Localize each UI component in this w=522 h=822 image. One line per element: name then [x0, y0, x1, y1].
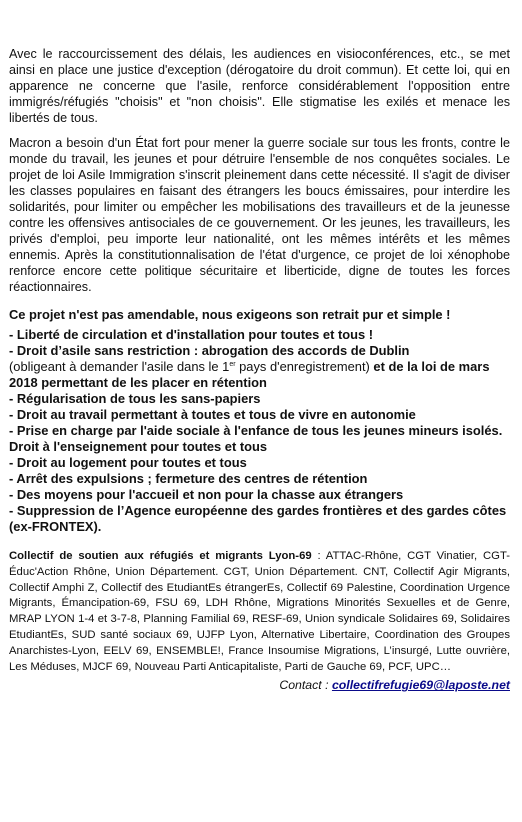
demands-list	[9, 327, 510, 535]
demand-asylum-law: et de la loi de mars 2018 permettant de les placer en rétention	[9, 359, 490, 390]
signatories	[9, 549, 510, 675]
demand-item: - Régularisation de tous les sans-papiers	[9, 391, 261, 406]
collective-name: Collectif de soutien aux réfugiés et migrants Lyon-69	[9, 550, 312, 562]
contact-line	[9, 677, 510, 693]
demand-item: - Droit au travail permettant à toutes et tous de vivre en autonomie	[9, 407, 416, 422]
demand-asylum-bold: - Droit d’asile sans restriction : abrogation des accords de Dublin	[9, 343, 410, 358]
paragraph-justice: Avec le raccourcissement des délais, les audiences en visioconférences, etc., se met ainsi en place une justice d'exception (dérogatoire du droit commun). Et cette loi, qui en apparence ne concerne que l'asile, renforce considérablement l'opposition entre immigrés/réfugiés "choisis" et "non choisis". Elle stigmatise les exilés et menace les libertés de tous.	[9, 47, 510, 125]
demand-item: - Droit au logement pour toutes et tous	[9, 455, 247, 470]
demand-item: - Prise en charge par l'aide sociale à l'enfance de tous les jeunes mineurs isolés. Droit à l'enseignement pour toutes et tous	[9, 423, 503, 454]
demand-item: - Des moyens pour l'accueil et non pour la chasse aux étrangers	[9, 487, 404, 502]
demand-item: - Suppression de l’Agence européenne des gardes frontières et des gardes côtes (ex-FRONTEX).	[9, 503, 507, 534]
headline-demand: Ce projet n'est pas amendable, nous exigeons son retrait pur et simple !	[9, 307, 451, 322]
paragraph-macron: Macron a besoin d'un État fort pour mener la guerre sociale sur tous les fronts, contre le monde du travail, les jeunes et pour détruire l'ensemble de nos conquêtes sociales. Le projet de loi Asile Immigration s'inscrit pleinement dans cette nécessité. Il s'agit de diviser les classes populaires en faisant des étrangers les boucs émissaires, pour interdire les solidarités, pour limiter ou empêcher les mobilisations des travailleurs et de la jeunesse contre les offensives antisociales de ce gouvernement. Or les jeunes, les travailleurs, les privés d'emploi, peu importe leur nationalité, ont les mêmes intérêts et les mêmes ennemis. Après la constitutionnalisation de l'état d'urgence, ce projet de loi xénophobe renforce encore cette politique sécuritaire et liberticide, digne de toutes les forces réactionnaires.	[9, 136, 510, 294]
signatory-list: : ATTAC-Rhône, CGT Vinatier, CGT-Éduc'Action Rhône, Union Département. CGT, Union Département. CNT, Collectif Agir Migrants, Collectif Amphi Z, Collectif des EtudiantEs étrangerEs, Collectif 69 Palestine, Coordination Urgence Migrants, Émancipation-69, FSU 69, LDH Rhône, Migrations Minorités Sexuelles et de Genre, MRAP LYON 1-4 et 3-7-8, Planning Familial 69, RESF-69, Union syndicale Solidaires 69, Solidaires EtudiantEs, SUD santé sociaux 69, UJFP Lyon, Alternative Libertaire, Coordination des Groupes Anarchistes-Lyon, EELV 69, ENSEMBLE!, France Insoumise Migrations, L’insurgé, Lutte ouvrière, Les Méduses, MJCF 69, Nouveau Parti Anticapitaliste, Parti de Gauche 69, PCF, UPC…	[9, 550, 510, 673]
demand-item	[9, 343, 510, 391]
contact-email-link[interactable]: collectifrefugie69@laposte.net	[331, 678, 510, 693]
contact-label: Contact :	[279, 678, 332, 693]
demand-item: - Liberté de circulation et d'installation pour toutes et tous !	[9, 327, 374, 342]
demand-item: - Arrêt des expulsions ; fermeture des centres de rétention	[9, 471, 368, 486]
demand-asylum-note: (obligeant à demander l'asile dans le 1er pays d'enregistrement)	[9, 359, 370, 374]
